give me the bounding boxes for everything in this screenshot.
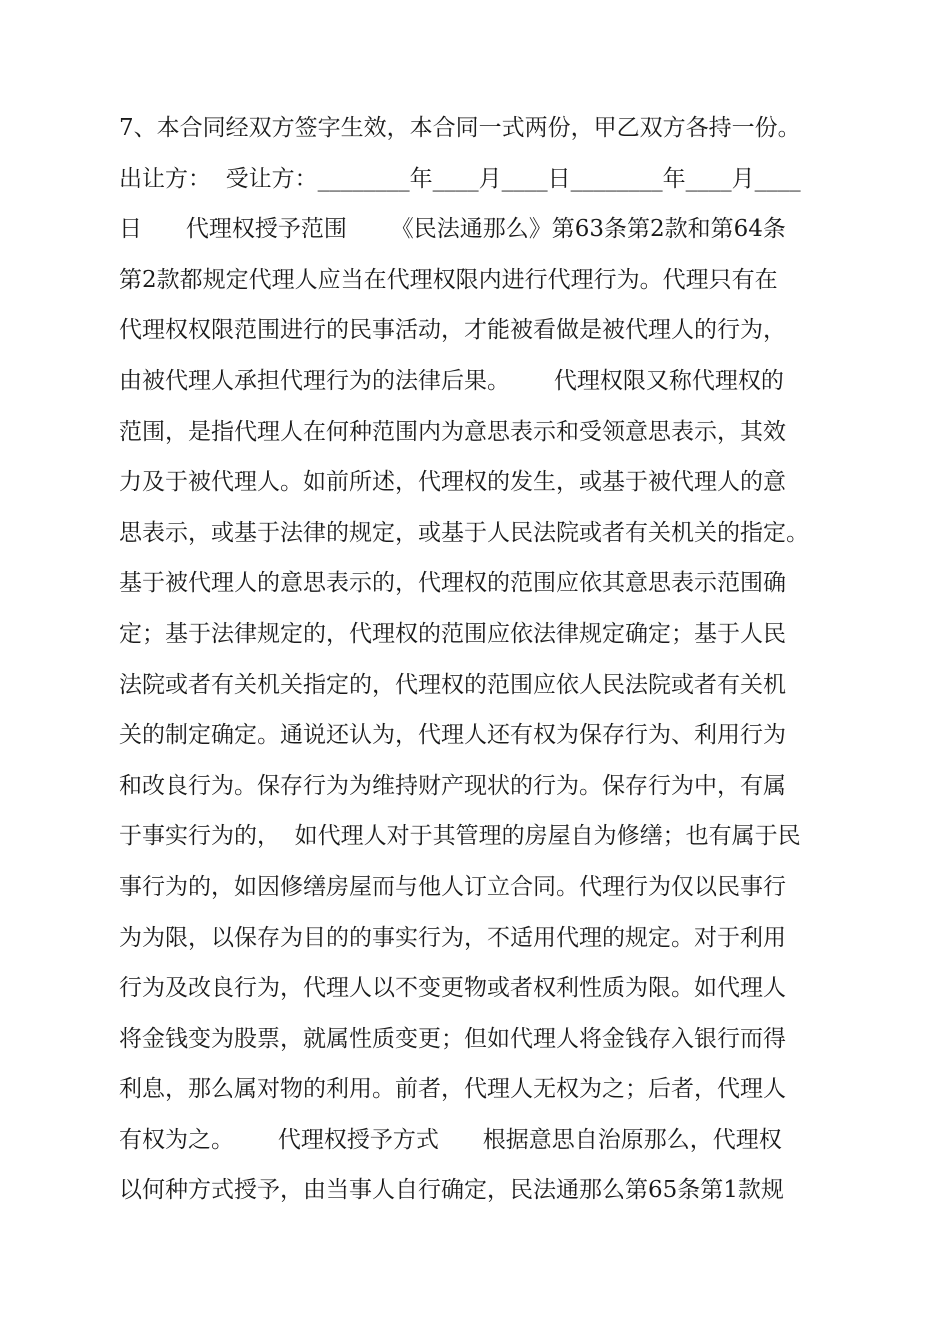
text-line: 日 代理权授予范围 《民法通那么》第63条第2款和第64条 — [119, 216, 786, 243]
text-line: 于事实行为的， 如代理人对于其管理的房屋自为修缮；也有属于民 — [119, 823, 801, 850]
text-line: 第2款都规定代理人应当在代理权限内进行代理行为。代理只有在 — [119, 266, 778, 293]
text-line: 法院或者有关机关指定的，代理权的范围应依人民法院或者有关机 — [119, 671, 786, 698]
text-line: 力及于被代理人。如前所述，代理权的发生，或基于被代理人的意 — [119, 469, 786, 496]
text-line: 将金钱变为股票，就属性质变更；但如代理人将金钱存入银行而得 — [119, 1025, 786, 1052]
text-line: 范围，是指代理人在何种范围内为意思表示和受领意思表示，其效 — [119, 418, 786, 445]
text-line: 为为限，以保存为目的的事实行为，不适用代理的规定。对于利用 — [119, 924, 786, 951]
text-line: 基于被代理人的意思表示的，代理权的范围应依其意思表示范围确 — [119, 570, 786, 597]
text-line: 思表示，或基于法律的规定，或基于人民法院或者有关机关的指定。 — [119, 519, 809, 546]
text-line: 事行为的，如因修缮房屋而与他人订立合同。代理行为仅以民事行 — [119, 873, 786, 900]
text-line: 行为及改良行为，代理人以不变更物或者权利性质为限。如代理人 — [119, 975, 786, 1002]
text-line: 由被代理人承担代理行为的法律后果。 代理权限又称代理权的 — [119, 367, 784, 394]
text-line: 有权为之。 代理权授予方式 根据意思自治原那么，代理权 — [119, 1126, 782, 1153]
text-line: 出让方： 受让方：________年____月____日________年____月____ — [119, 165, 801, 192]
document-body — [119, 106, 839, 1219]
text-line: 利息，那么属对物的利用。前者，代理人无权为之；后者，代理人 — [119, 1076, 786, 1103]
text-line: 定；基于法律规定的，代理权的范围应依法律规定确定；基于人民 — [119, 620, 786, 647]
text-line: 关的制定确定。通说还认为，代理人还有权为保存行为、利用行为 — [119, 722, 786, 749]
text-line: 代理权权限范围进行的民事活动，才能被看做是被代理人的行为， — [119, 317, 786, 344]
text-line: 以何种方式授予，由当事人自行确定，民法通那么第65条第1款规 — [119, 1177, 784, 1204]
text-line: 7、本合同经双方签字生效，本合同一式两份，甲乙双方各持一份。 — [119, 115, 801, 141]
text-line: 和改良行为。保存行为为维持财产现状的行为。保存行为中，有属 — [119, 772, 786, 799]
